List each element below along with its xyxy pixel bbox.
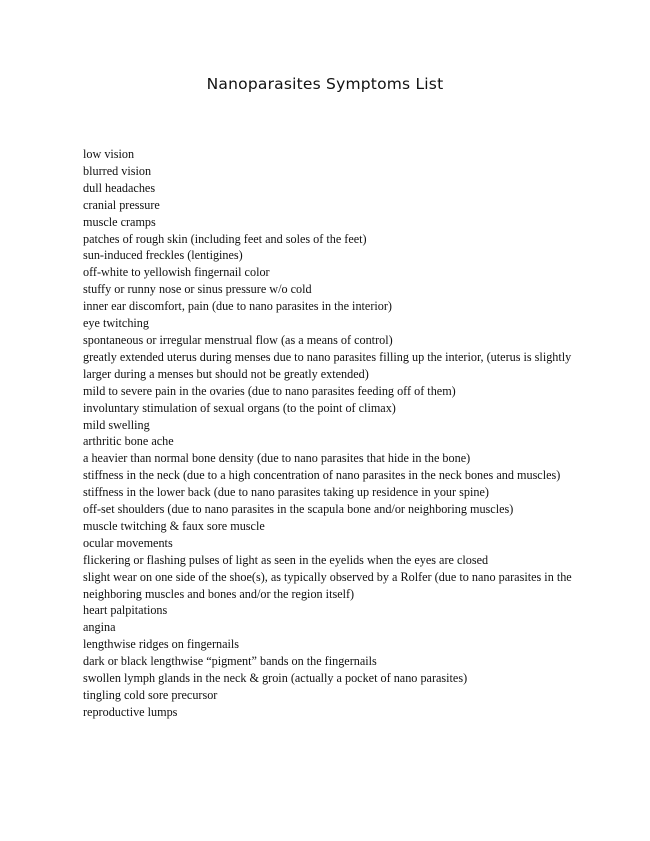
- list-item: spontaneous or irregular menstrual flow (as a means of control): [83, 332, 393, 347]
- list-item: sun-induced freckles (lentigines): [83, 248, 243, 263]
- list-item: mild swelling: [83, 417, 150, 432]
- list-item: tingling cold sore precursor: [83, 688, 218, 702]
- page-title: Nanoparasites Symptoms List: [206, 75, 444, 93]
- list-item: off-set shoulders (due to nano parasites in the scapula bone and/or neighboring muscles): [83, 502, 514, 517]
- list-item: heart palpitations: [83, 603, 168, 618]
- list-item: a heavier than normal bone density (due to nano parasites that hide in the bone): [83, 451, 471, 466]
- list-item: swollen lymph glands in the neck & groin (actually a pocket of nano parasites): [83, 671, 468, 686]
- list-item: patches of rough skin (including feet and soles of the feet): [83, 231, 367, 246]
- list-item: blurred vision: [83, 163, 152, 178]
- list-item: flickering or flashing pulses of light as seen in the eyelids when the eyes are closed: [83, 552, 489, 567]
- list-item: low vision: [83, 147, 135, 161]
- list-item: slight wear on one side of the shoe(s), as typically observed by a Rolfer (due to nano parasites in the neighboring muscles and bones and/or the region itself): [83, 569, 572, 601]
- list-item: mild to severe pain in the ovaries (due to nano parasites feeding off of them): [83, 383, 456, 398]
- list-item: stiffness in the neck (due to a high concentration of nano parasites in the neck bones and muscles): [83, 468, 561, 483]
- list-item: inner ear discomfort, pain (due to nano parasites in the interior): [83, 299, 392, 314]
- list-item: involuntary stimulation of sexual organs (to the point of climax): [83, 400, 396, 415]
- symptom-list: [83, 146, 573, 721]
- list-item: greatly extended uterus during menses due to nano parasites filling up the interior, (uterus is slightly larger during a menses but should not be greatly extended): [83, 349, 572, 381]
- list-item: reproductive lumps: [83, 704, 178, 719]
- list-item: off-white to yellowish fingernail color: [83, 265, 270, 280]
- list-item: angina: [83, 620, 116, 635]
- list-item: stuffy or runny nose or sinus pressure w/o cold: [83, 282, 312, 297]
- list-item: lengthwise ridges on fingernails: [83, 637, 240, 652]
- list-item: cranial pressure: [83, 197, 160, 212]
- list-item: dark or black lengthwise “pigment” bands on the fingernails: [83, 654, 377, 669]
- list-item: stiffness in the lower back (due to nano parasites taking up residence in your spine): [83, 485, 489, 500]
- list-item: eye twitching: [83, 316, 149, 331]
- list-item: dull headaches: [83, 180, 156, 195]
- list-item: muscle cramps: [83, 214, 156, 229]
- list-item: ocular movements: [83, 535, 173, 550]
- list-item: muscle twitching & faux sore muscle: [83, 518, 265, 533]
- list-item: arthritic bone ache: [83, 434, 174, 449]
